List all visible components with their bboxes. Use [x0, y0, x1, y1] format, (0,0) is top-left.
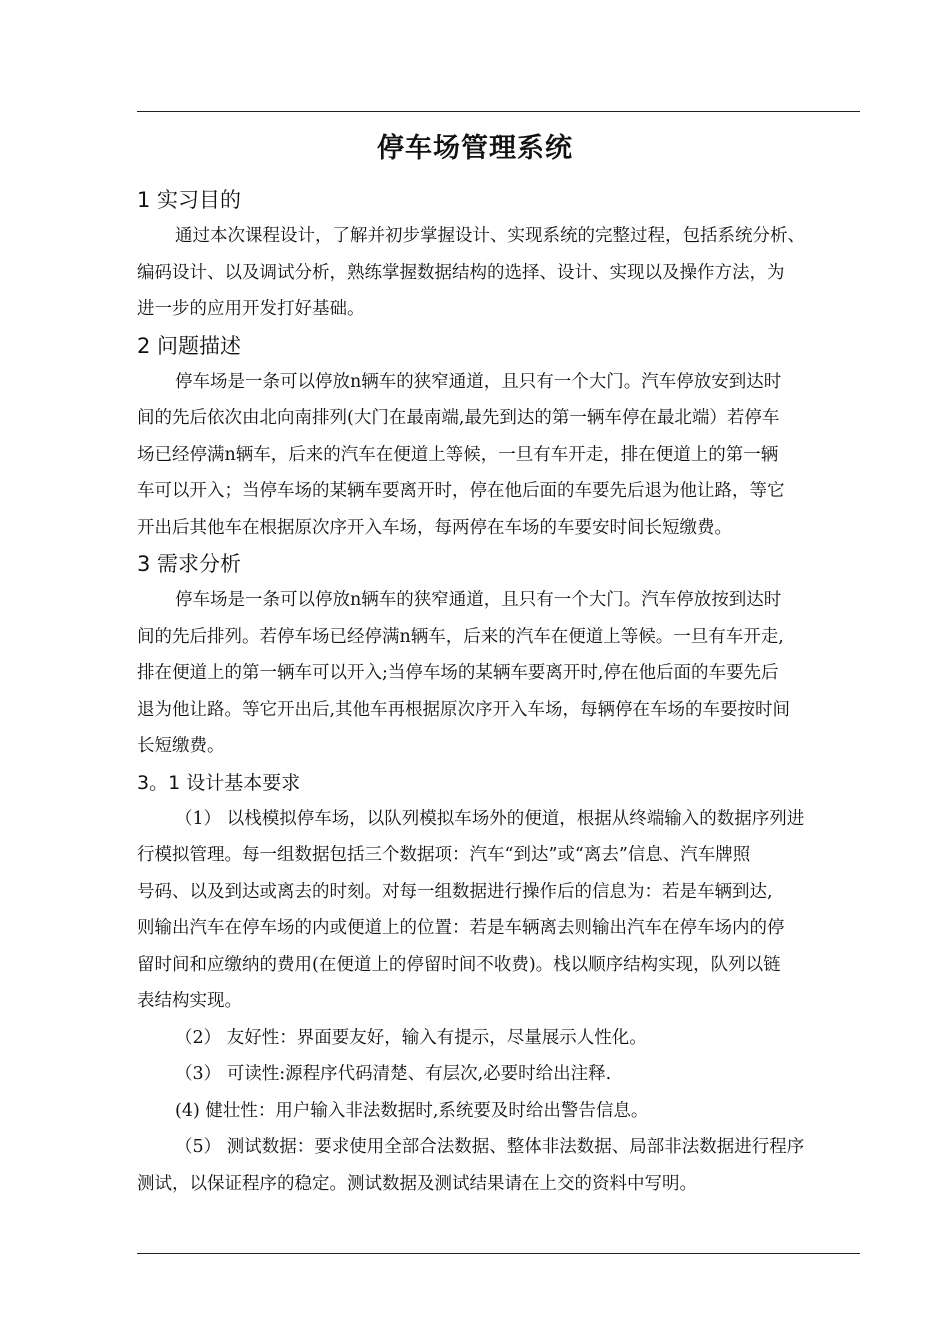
paragraph-line: 排在便道上的第一辆车可以开入;当停车场的某辆车要离开时,停在他后面的车要先后 — [137, 663, 779, 683]
paragraph-line: 场已经停满n辆车，后来的汽车在便道上等候，一旦有车开走，排在便道上的第一辆 — [137, 444, 779, 465]
paragraph-problem — [137, 364, 862, 547]
header-rule — [137, 111, 860, 112]
requirement-item-2 — [137, 1020, 862, 1057]
requirement-line: 留时间和应缴纳的费用(在便道上的停留时间不收费)。栈以顺序结构实现，队列以链 — [137, 954, 781, 975]
requirement-line: 号码、以及到达或离去的时刻。对每一组数据进行操作后的信息为：若是车辆到达, — [137, 881, 773, 902]
requirement-item-1 — [137, 801, 862, 1020]
requirement-line: (4) 健壮性：用户输入非法数据时,系统要及时给出警告信息。 — [175, 1100, 649, 1121]
footer-rule — [137, 1253, 860, 1254]
requirement-line: 行模拟管理。每一组数据包括三个数据项：汽车“到达”或“离去”信息、汽车牌照 — [137, 845, 751, 865]
paragraph-line: 间的先后排列。若停车场已经停满n辆车，后来的汽车在便道上等候。一旦有车开走, — [137, 626, 784, 647]
requirement-line: 则输出汽车在停车场的内或便道上的位置：若是车辆离去则输出汽车在停车场内的停 — [137, 918, 785, 938]
requirement-item-5 — [137, 1129, 862, 1202]
requirement-item-3 — [137, 1056, 862, 1093]
paragraph-line: 退为他让路。等它开出后,其他车再根据原次序开入车场，每辆停在车场的车要按时间 — [137, 699, 791, 720]
requirement-line: （1） 以栈模拟停车场，以队列模拟车场外的便道，根据从终端输入的数据序列进 — [175, 808, 805, 829]
paragraph-objective — [137, 218, 862, 328]
paragraph-line: 进一步的应用开发打好基础。 — [137, 299, 365, 319]
paragraph-line: 通过本次课程设计，了解并初步掌握设计、实现系统的完整过程，包括系统分析、 — [175, 226, 805, 246]
paragraph-line: 间的先后依次由北向南排列(大门在最南端,最先到达的第一辆车停在最北端）若停车 — [137, 408, 780, 428]
page-title: 停车场管理系统 — [377, 133, 573, 164]
paragraph-line: 长短缴费。 — [137, 736, 225, 756]
document-body — [137, 182, 862, 1202]
section-heading-problem: 2 问题描述 — [137, 333, 242, 358]
subsection-heading-design-requirements: 3。1 设计基本要求 — [137, 771, 301, 794]
paragraph-line: 停车场是一条可以停放n辆车的狭窄通道，且只有一个大门。汽车停放按到达时 — [175, 590, 782, 610]
section-heading-requirements: 3 需求分析 — [137, 552, 242, 576]
paragraph-line: 停车场是一条可以停放n辆车的狭窄通道，且只有一个大门。汽车停放安到达时 — [175, 371, 782, 392]
requirement-line: （5） 测试数据：要求使用全部合法数据、整体非法数据、局部非法数据进行程序 — [175, 1137, 805, 1157]
paragraph-line: 编码设计、以及调试分析，熟练掌握数据结构的选择、设计、实现以及操作方法，为 — [137, 262, 785, 283]
requirement-line: 测试，以保证程序的稳定。测试数据及测试结果请在上交的资料中写明。 — [137, 1173, 697, 1194]
requirement-line: 表结构实现。 — [137, 991, 242, 1011]
requirement-item-4 — [137, 1093, 862, 1130]
paragraph-requirements — [137, 582, 862, 765]
paragraph-line: 开出后其他车在根据原次序开入车场，每两停在车场的车要安时间长短缴费。 — [137, 517, 732, 538]
requirement-line: （2） 友好性：界面要友好，输入有提示，尽量展示人性化。 — [175, 1027, 647, 1048]
paragraph-line: 车可以开入；当停车场的某辆车要离开时，停在他后面的车要先后退为他让路，等它 — [137, 481, 785, 501]
section-heading-objective: 1 实习目的 — [137, 188, 242, 212]
requirement-line: （3） 可读性:源程序代码清楚、有层次,必要时给出注释. — [175, 1064, 612, 1084]
